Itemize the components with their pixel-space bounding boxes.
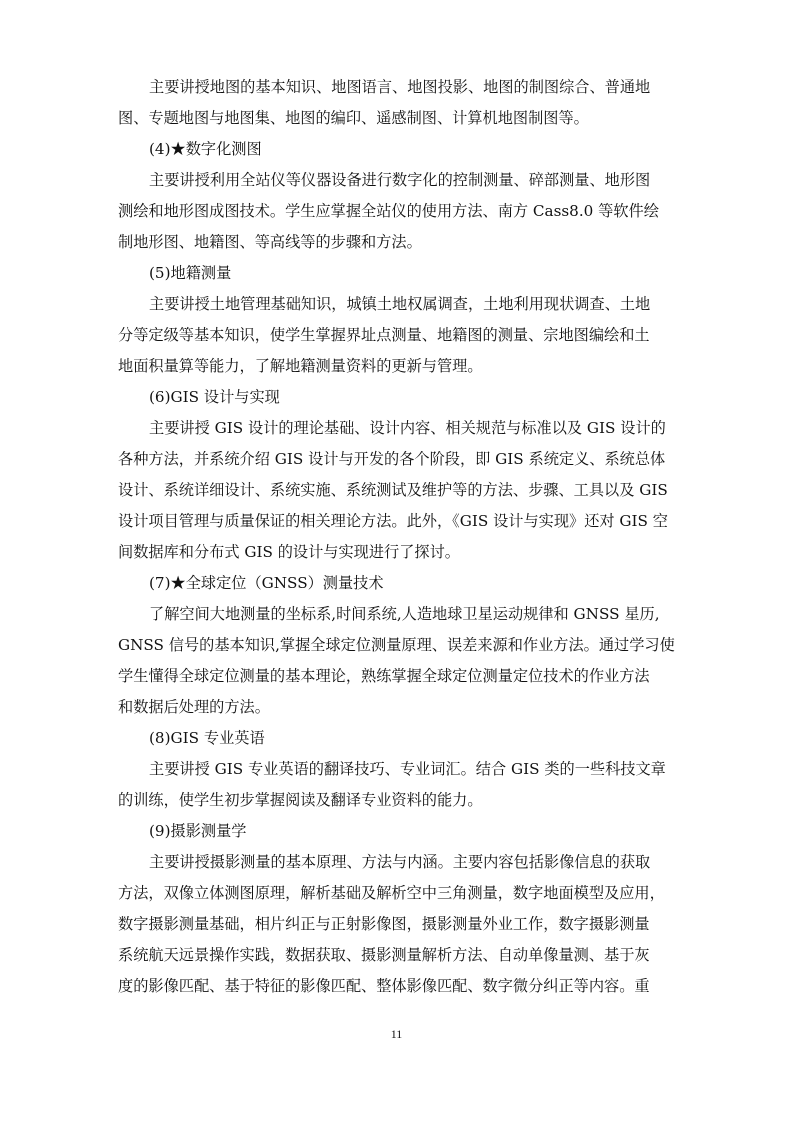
paragraph-line: 主要讲授利用全站仪等仪器设备进行数字化的控制测量、碎部测量、地形图 <box>149 171 651 189</box>
paragraph-line: 分等定级等基本知识，使学生掌握界址点测量、地籍图的测量、宗地图编绘和土 <box>118 326 650 344</box>
paragraph-line: 间数据库和分布式 GIS 的设计与实现进行了探讨。 <box>118 543 460 561</box>
paragraph-line: 图、专题地图与地图集、地图的编印、遥感制图、计算机地图制图等。 <box>118 109 589 127</box>
paragraph-line: 学生懂得全球定位测量的基本理论，熟练掌握全球定位测量定位技术的作业方法 <box>118 667 650 685</box>
paragraph-line: 数字摄影测量基础，相片纠正与正射影像图，摄影测量外业工作，数字摄影测量 <box>118 915 650 933</box>
paragraph-line: 系统航天远景操作实践，数据获取、摄影测量解析方法、自动单像量测、基于灰 <box>118 946 650 964</box>
section-heading: (5)地籍测量 <box>149 264 232 282</box>
paragraph-line: 各种方法，并系统介绍 GIS 设计与开发的各个阶段，即 GIS 系统定义、系统总体 <box>118 450 666 468</box>
section-gis-design <box>118 382 676 568</box>
paragraph-line: 度的影像匹配、基于特征的影像匹配、整体影像匹配、数字微分纠正等内容。重 <box>118 977 650 995</box>
paragraph-line: 了解空间大地测量的坐标系,时间系统,人造地球卫星运动规律和 GNSS 星历, <box>149 605 660 623</box>
section-cadastral-survey <box>118 258 676 382</box>
section-gis-english <box>118 723 676 816</box>
paragraph-line: 测绘和地形图成图技术。学生应掌握全站仪的使用方法、南方 Cass8.0 等软件绘 <box>118 202 659 220</box>
section-heading: (8)GIS 专业英语 <box>149 729 265 747</box>
section-heading: (9)摄影测量学 <box>149 822 247 840</box>
paragraph-line: 和数据后处理的方法。 <box>118 698 270 716</box>
paragraph-line: GNSS 信号的基本知识,掌握全球定位测量原理、误差来源和作业方法。通过学习使 <box>118 636 675 654</box>
page-number: 11 <box>390 1027 403 1041</box>
paragraph-line: 主要讲授 GIS 设计的理论基础、设计内容、相关规范与标准以及 GIS 设计的 <box>149 419 666 437</box>
section-cartography <box>118 72 676 134</box>
section-digital-mapping <box>118 134 676 258</box>
paragraph-line: 方法，双像立体测图原理，解析基础及解析空中三角测量，数字地面模型及应用， <box>118 884 665 902</box>
section-gnss <box>118 568 676 723</box>
paragraph-line: 主要讲授摄影测量的基本原理、方法与内涵。主要内容包括影像信息的获取 <box>149 853 651 871</box>
paragraph-line: 设计项目管理与质量保证的相关理论方法。此外，《GIS 设计与实现》还对 GIS 空 <box>118 512 668 530</box>
paragraph-line: 主要讲授土地管理基础知识，城镇土地权属调查，土地利用现状调查、土地 <box>149 295 651 313</box>
paragraph-line: 制地形图、地籍图、等高线等的步骤和方法。 <box>118 233 422 251</box>
paragraph-line: 的训练，使学生初步掌握阅读及翻译专业资料的能力。 <box>118 791 483 809</box>
document-body <box>118 72 676 1002</box>
section-heading: (6)GIS 设计与实现 <box>149 388 280 406</box>
paragraph-line: 地面积量算等能力，了解地籍测量资料的更新与管理。 <box>118 357 483 375</box>
section-photogrammetry <box>118 816 676 1002</box>
section-heading: (4)★数字化测图 <box>149 140 262 158</box>
paragraph-line: 设计、系统详细设计、系统实施、系统测试及维护等的方法、步骤、工具以及 GIS <box>118 481 668 499</box>
paragraph-line: 主要讲授地图的基本知识、地图语言、地图投影、地图的制图综合、普通地 <box>149 78 651 96</box>
section-heading: (7)★全球定位（GNSS）测量技术 <box>149 574 384 592</box>
paragraph-line: 主要讲授 GIS 专业英语的翻译技巧、专业词汇。结合 GIS 类的一些科技文章 <box>149 760 666 778</box>
